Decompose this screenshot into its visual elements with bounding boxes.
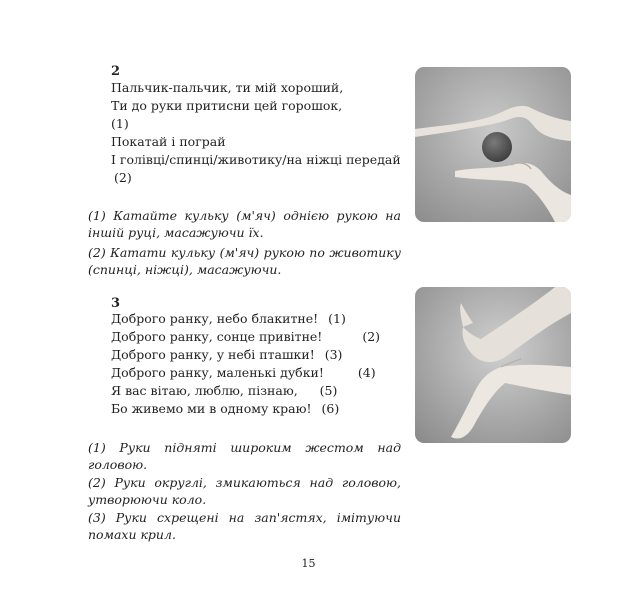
gesture-marker: (2) — [362, 329, 381, 344]
verse-line — [111, 328, 380, 346]
gesture-marker: (4) — [357, 365, 376, 380]
verse-text: Доброго ранку, сонце привітне! — [111, 329, 323, 344]
section-3-number: 3 — [111, 296, 121, 311]
note: (1) Катайте кульку (м'яч) однією рукою на іншій руці, масажуючи їх. — [88, 208, 401, 240]
verse-line: (2) — [114, 170, 132, 185]
verse-line: Ти до руки притисни цей горошок, — [111, 98, 343, 113]
verse-text: Доброго ранку, маленькі дубки! — [111, 365, 324, 380]
verse-line — [111, 364, 380, 382]
verse-line: Покатай і пограй — [111, 134, 226, 149]
verse-text: Доброго ранку, у небі пташки! — [111, 347, 315, 362]
gesture-marker: (1) — [328, 311, 346, 326]
verse-text: Доброго ранку, небо блакитне! — [111, 311, 319, 326]
page-number: 15 — [301, 557, 316, 570]
verse-text: Я вас вітаю, люблю, пізнаю, — [111, 383, 298, 398]
verse-line — [111, 310, 380, 328]
verse-line — [111, 400, 380, 418]
verse-text: Бо живемо ми в одному краю! — [111, 401, 312, 416]
note: (1) Руки підняті широким жестом над головою. — [88, 440, 401, 472]
gesture-marker: (5) — [319, 383, 338, 398]
section-2-number: 2 — [111, 64, 121, 79]
note: (2) Руки округлі, змикаються над головою, утворюючи коло. — [88, 475, 401, 507]
verse-line: (1) — [111, 116, 129, 131]
crossed-wrists-photo — [415, 287, 571, 443]
section-2-verse — [111, 79, 401, 187]
section-2-notes — [88, 207, 401, 278]
verse-line — [111, 382, 380, 400]
section-3-notes — [88, 439, 401, 543]
verse-line: Пальчик-пальчик, ти мій хороший, — [111, 80, 344, 95]
hands-rolling-ball-photo — [415, 67, 571, 222]
note: (3) Руки схрещені на зап'ястях, імітуючи помахи крил. — [88, 510, 401, 542]
verse-line — [111, 346, 380, 364]
gesture-marker: (3) — [324, 347, 343, 362]
gesture-marker: (6) — [321, 401, 340, 416]
section-3-verse — [111, 310, 380, 418]
note: (2) Катати кульку (м'яч) рукою по животику (спинці, ніжці), масажуючи. — [88, 245, 401, 277]
verse-line: І голівці/спинці/животику/на ніжці передай — [111, 152, 401, 167]
